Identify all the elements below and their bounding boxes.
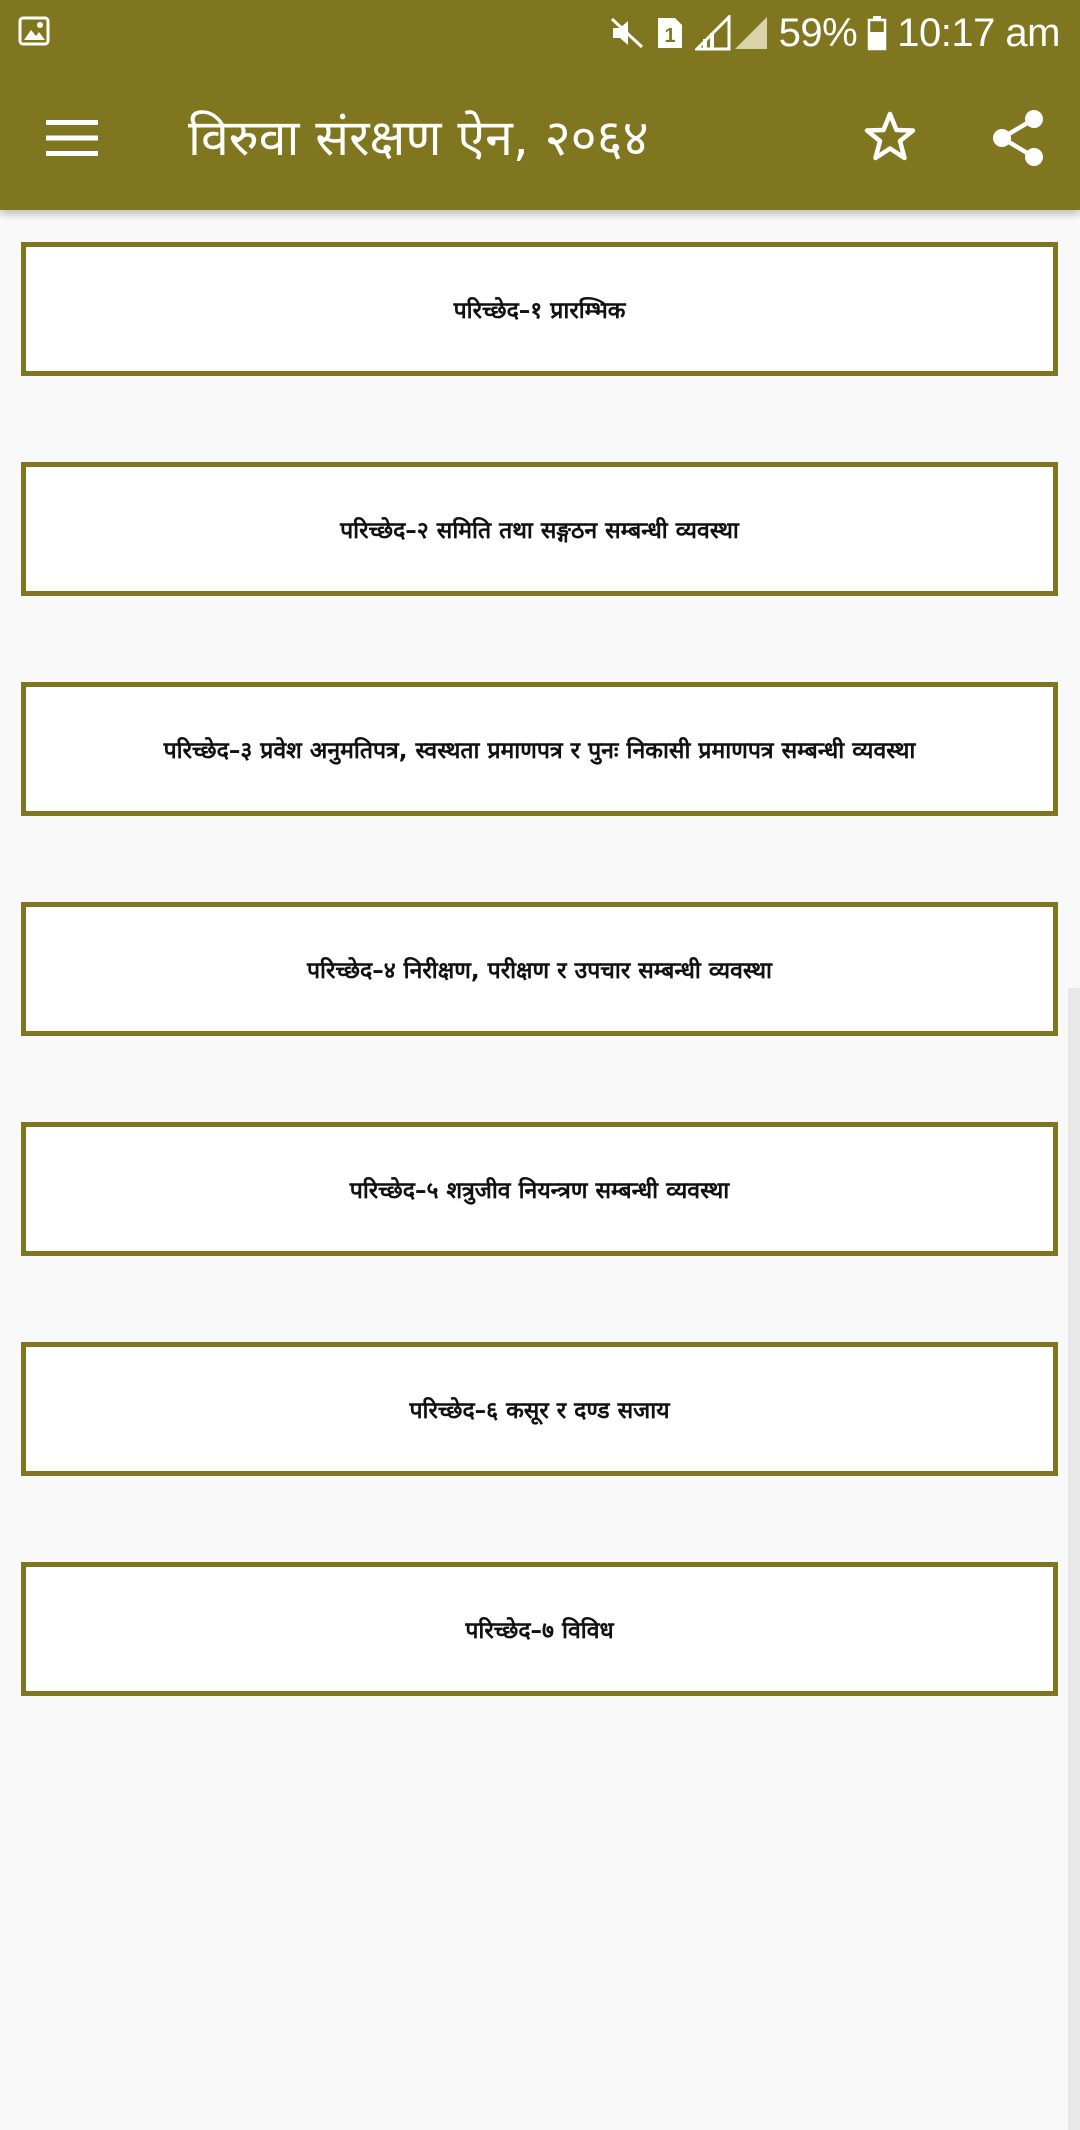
battery-percent: 59% (778, 10, 858, 55)
chapter-button-6[interactable] (21, 1342, 1058, 1476)
chapter-button-1[interactable] (21, 242, 1058, 376)
chapter-label: परिच्छेद–६ कसूर र दण्ड सजाय (409, 1398, 670, 1424)
chapter-button-2[interactable] (21, 462, 1058, 596)
chapter-label: परिच्छेद–१ प्रारम्भिक (453, 298, 626, 324)
sim-badge: 1 (664, 25, 676, 47)
chapter-button-4[interactable] (21, 902, 1058, 1036)
favorite-button[interactable] (848, 96, 932, 180)
status-icons (609, 8, 1060, 58)
share-icon (990, 108, 1046, 168)
battery-icon (867, 15, 887, 51)
app-bar (0, 0, 1080, 210)
chapter-label: परिच्छेद–३ प्रवेश अनुमतिपत्र, स्वस्थता प्रमाणपत्र र पुनः निकासी प्रमाणपत्र सम्बन्धी व्यवस्था (163, 738, 916, 764)
signal-icon (695, 15, 769, 51)
status-bar (0, 0, 1080, 66)
clock: 10:17 am (897, 10, 1060, 55)
chapter-label: परिच्छेद–४ निरीक्षण, परीक्षण र उपचार सम्बन्धी व्यवस्था (306, 958, 773, 984)
menu-button[interactable] (24, 94, 120, 182)
scrollbar[interactable] (1068, 988, 1080, 2130)
mute-icon (609, 15, 645, 51)
toolbar (0, 66, 1080, 210)
sim-icon (655, 15, 685, 51)
chapter-label: परिच्छेद–७ विविध (465, 1618, 614, 1644)
chapter-label: परिच्छेद–२ समिति तथा सङ्गठन सम्बन्धी व्यवस्था (340, 518, 739, 544)
chapter-label: परिच्छेद–५ शत्रुजीव नियन्त्रण सम्बन्धी व्यवस्था (349, 1178, 730, 1204)
gallery-icon (18, 15, 50, 47)
chapter-button-3[interactable] (21, 682, 1058, 816)
menu-icon (46, 118, 98, 158)
share-button[interactable] (976, 96, 1060, 180)
chapter-list (0, 210, 1080, 1920)
page-title: विरुवा संरक्षण ऐन, २०६४ (188, 109, 649, 167)
chapter-button-5[interactable] (21, 1122, 1058, 1256)
star-icon (862, 110, 918, 166)
chapter-button-7[interactable] (21, 1562, 1058, 1696)
